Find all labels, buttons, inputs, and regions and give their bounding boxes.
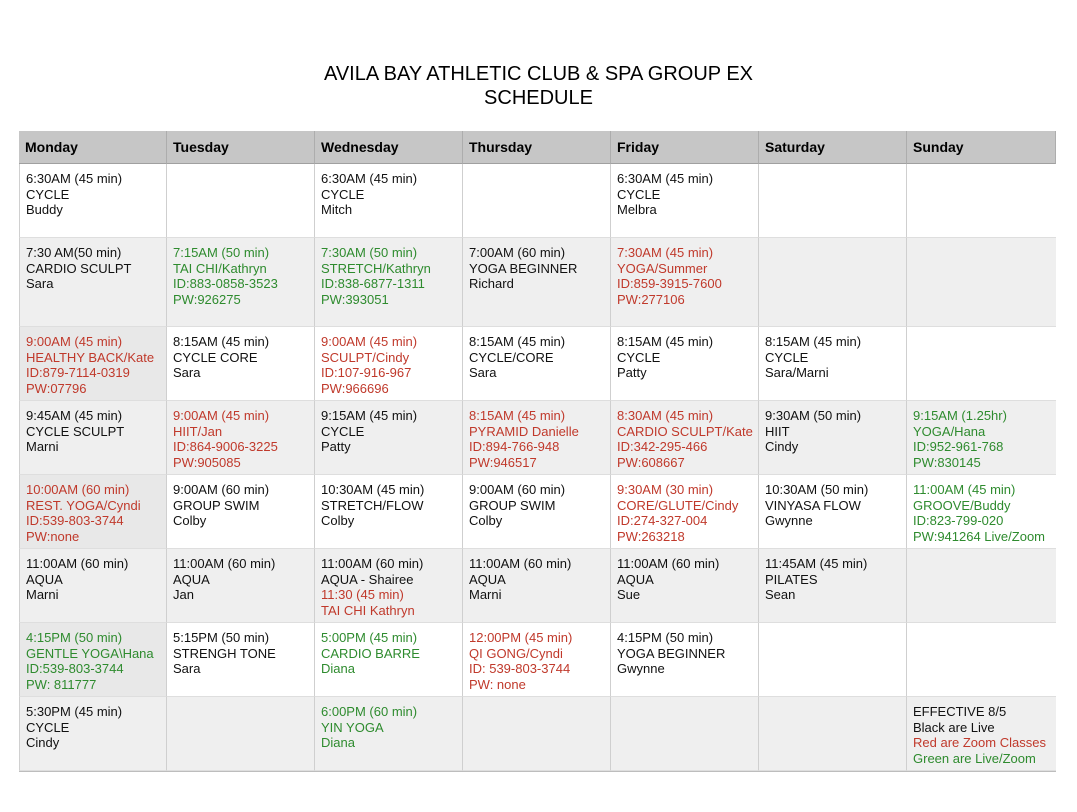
class-line: YOGA/Summer <box>617 260 708 276</box>
class-line: Sean <box>765 587 796 603</box>
schedule-cell-thursday-row-8 <box>463 697 611 771</box>
class-line: ID:838-6877-1311 <box>321 276 425 292</box>
class-line: 7:00AM (60 min) <box>469 245 566 260</box>
class-line: PW: none <box>469 677 526 693</box>
class-line: GENTLE YOGA\Hana <box>26 645 154 661</box>
class-line: YOGA/Hana <box>913 423 986 439</box>
class-line: 8:15AM (45 min) <box>765 334 862 349</box>
class-line: Jan <box>173 587 194 603</box>
class-line: 5:30PM (45 min) <box>26 704 123 719</box>
class-line: CYCLE SCULPT <box>26 423 125 439</box>
schedule-cell-saturday-row-5 <box>759 475 907 549</box>
schedule-cell-saturday-row-7 <box>759 623 907 697</box>
day-header-wednesday: Wednesday <box>315 131 463 164</box>
class-line: 9:00AM (60 min) <box>469 482 566 497</box>
schedule-cell-saturday-row-1 <box>759 164 907 238</box>
schedule-cell-saturday-row-8 <box>759 697 907 771</box>
class-line: Colby <box>173 513 207 529</box>
class-line: Green are Live/Zoom <box>913 751 1036 767</box>
class-line: CYCLE <box>26 186 70 202</box>
schedule-cell-thursday-row-6 <box>463 549 611 623</box>
day-header-friday: Friday <box>611 131 759 164</box>
schedule-cell-sunday-row-4 <box>907 401 1056 475</box>
class-line: QI GONG/Cyndi <box>469 645 563 661</box>
class-line: Patty <box>617 365 647 381</box>
class-line: PW:263218 <box>617 529 685 545</box>
class-line: PW:946517 <box>469 455 537 471</box>
class-line: STRETCH/FLOW <box>321 497 424 513</box>
schedule-cell-thursday-row-1 <box>463 164 611 238</box>
class-line: REST. YOGA/Cyndi <box>26 497 141 513</box>
class-line: 10:30AM (50 min) <box>765 482 869 497</box>
class-line: YOGA BEGINNER <box>617 645 726 661</box>
schedule-cell-tuesday-row-4 <box>167 401 315 475</box>
class-line: Cindy <box>26 735 60 751</box>
class-line: 9:15AM (1.25hr) <box>913 408 1007 423</box>
schedule-table <box>19 131 1056 772</box>
class-line: 7:15AM (50 min) <box>173 245 270 260</box>
class-line: ID:859-3915-7600 <box>617 276 722 292</box>
class-line: PYRAMID Danielle <box>469 423 579 439</box>
class-line: YIN YOGA <box>321 719 384 735</box>
class-line: CYCLE <box>321 423 365 439</box>
class-line: 4:15PM (50 min) <box>617 630 714 645</box>
schedule-cell-monday-row-6 <box>19 549 167 623</box>
schedule-cell-monday-row-5 <box>19 475 167 549</box>
class-line: 8:15AM (45 min) <box>617 334 714 349</box>
class-line: 9:00AM (45 min) <box>173 408 270 423</box>
class-line: 11:00AM (60 min) <box>617 556 720 571</box>
schedule-cell-thursday-row-3 <box>463 327 611 401</box>
schedule-cell-thursday-row-7 <box>463 623 611 697</box>
class-line: 7:30AM (45 min) <box>617 245 714 260</box>
class-line: GROUP SWIM <box>469 497 556 513</box>
page-title <box>0 62 1077 110</box>
class-line: ID:894-766-948 <box>469 439 560 455</box>
class-line: AQUA - Shairee <box>321 571 414 587</box>
class-line: Sara <box>173 661 201 677</box>
class-line: ID:539-803-3744 <box>26 661 124 677</box>
class-line: SCULPT/Cindy <box>321 349 410 365</box>
schedule-cell-wednesday-row-8 <box>315 697 463 771</box>
schedule-cell-wednesday-row-7 <box>315 623 463 697</box>
title-line-1: AVILA BAY ATHLETIC CLUB & SPA GROUP EX <box>323 63 754 85</box>
class-line: ID:879-7114-0319 <box>26 365 130 381</box>
class-line: CYCLE <box>617 186 661 202</box>
class-line: AQUA <box>617 571 654 587</box>
class-line: 11:30 (45 min) <box>321 587 404 603</box>
class-line: PW:608667 <box>617 455 685 471</box>
class-line: Diana <box>321 661 355 677</box>
class-line: 7:30AM (50 min) <box>321 245 418 260</box>
class-line: VINYASA FLOW <box>765 497 861 513</box>
schedule-cell-sunday-row-2 <box>907 238 1056 327</box>
class-line: 9:00AM (45 min) <box>321 334 418 349</box>
schedule-cell-thursday-row-2 <box>463 238 611 327</box>
class-line: 8:30AM (45 min) <box>617 408 714 423</box>
class-line: PW:277106 <box>617 292 685 308</box>
class-line: 11:45AM (45 min) <box>765 556 868 571</box>
class-line: CYCLE <box>26 719 70 735</box>
class-line: 10:00AM (60 min) <box>26 482 130 497</box>
class-line: YOGA BEGINNER <box>469 260 578 276</box>
schedule-cell-friday-row-2 <box>611 238 759 327</box>
schedule-cell-friday-row-8 <box>611 697 759 771</box>
schedule-cell-wednesday-row-3 <box>315 327 463 401</box>
class-line: Colby <box>469 513 503 529</box>
class-line: PW:07796 <box>26 381 87 397</box>
class-line: Black are Live <box>913 719 995 735</box>
schedule-cell-monday-row-1 <box>19 164 167 238</box>
schedule-cell-sunday-row-1 <box>907 164 1056 238</box>
class-line: Buddy <box>26 202 63 218</box>
class-line: CYCLE <box>617 349 661 365</box>
class-line: 5:00PM (45 min) <box>321 630 418 645</box>
class-line: Sara/Marni <box>765 365 829 381</box>
class-line: AQUA <box>469 571 506 587</box>
schedule-cell-monday-row-2 <box>19 238 167 327</box>
class-line: 11:00AM (60 min) <box>173 556 276 571</box>
class-line: Sara <box>26 276 54 292</box>
class-line: GROUP SWIM <box>173 497 260 513</box>
class-line: ID: 539-803-3744 <box>469 661 571 677</box>
schedule-cell-monday-row-3 <box>19 327 167 401</box>
class-line: ID:539-803-3744 <box>26 513 124 529</box>
class-line: AQUA <box>173 571 210 587</box>
class-line: 6:30AM (45 min) <box>321 171 418 186</box>
class-line: CORE/GLUTE/Cindy <box>617 497 739 513</box>
class-line: 9:45AM (45 min) <box>26 408 123 423</box>
schedule-cell-friday-row-7 <box>611 623 759 697</box>
schedule-cell-tuesday-row-8 <box>167 697 315 771</box>
class-line: 11:00AM (60 min) <box>26 556 129 571</box>
class-line: 9:15AM (45 min) <box>321 408 418 423</box>
class-line: 9:00AM (60 min) <box>173 482 270 497</box>
class-line: PW:393051 <box>321 292 389 308</box>
class-line: PW: 811777 <box>26 677 97 693</box>
schedule-cell-friday-row-6 <box>611 549 759 623</box>
schedule-cell-monday-row-4 <box>19 401 167 475</box>
class-line: ID:342-295-466 <box>617 439 708 455</box>
class-line: Gwynne <box>617 661 665 677</box>
schedule-cell-sunday-row-8 <box>907 697 1056 771</box>
schedule-cell-friday-row-5 <box>611 475 759 549</box>
class-line: PW:905085 <box>173 455 241 471</box>
class-line: Colby <box>321 513 355 529</box>
class-line: 4:15PM (50 min) <box>26 630 123 645</box>
class-line: 5:15PM (50 min) <box>173 630 270 645</box>
schedule-cell-monday-row-8 <box>19 697 167 771</box>
class-line: 6:30AM (45 min) <box>617 171 714 186</box>
class-line: 9:00AM (45 min) <box>26 334 123 349</box>
schedule-cell-sunday-row-6 <box>907 549 1056 623</box>
class-line: ID:107-916-967 <box>321 365 412 381</box>
schedule-cell-saturday-row-4 <box>759 401 907 475</box>
schedule-cell-sunday-row-7 <box>907 623 1056 697</box>
class-line: EFFECTIVE 8/5 <box>913 704 1007 719</box>
class-line: PW:966696 <box>321 381 389 397</box>
class-line: 6:00PM (60 min) <box>321 704 418 719</box>
schedule-cell-friday-row-4 <box>611 401 759 475</box>
class-line: CARDIO SCULPT <box>26 260 132 276</box>
class-line: Red are Zoom Classes <box>913 735 1046 751</box>
class-line: Sara <box>173 365 201 381</box>
schedule-cell-tuesday-row-1 <box>167 164 315 238</box>
class-line: 10:30AM (45 min) <box>321 482 425 497</box>
class-line: AQUA <box>26 571 63 587</box>
class-line: GROOVE/Buddy <box>913 497 1011 513</box>
day-header-sunday: Sunday <box>907 131 1056 164</box>
class-line: CYCLE/CORE <box>469 349 554 365</box>
class-line: 11:00AM (60 min) <box>469 556 572 571</box>
schedule-cell-saturday-row-6 <box>759 549 907 623</box>
day-header-thursday: Thursday <box>463 131 611 164</box>
class-line: 9:30AM (30 min) <box>617 482 714 497</box>
class-line: Richard <box>469 276 514 292</box>
class-line: Marni <box>469 587 502 603</box>
class-line: Melbra <box>617 202 657 218</box>
class-line: Marni <box>26 587 59 603</box>
schedule-cell-friday-row-1 <box>611 164 759 238</box>
schedule-cell-wednesday-row-6 <box>315 549 463 623</box>
class-line: 8:15AM (45 min) <box>173 334 270 349</box>
schedule-cell-thursday-row-5 <box>463 475 611 549</box>
class-line: CYCLE CORE <box>173 349 258 365</box>
class-line: 11:00AM (60 min) <box>321 556 424 571</box>
schedule-cell-tuesday-row-3 <box>167 327 315 401</box>
class-line: PW:941264 Live/Zoom <box>913 529 1045 545</box>
class-line: 6:30AM (45 min) <box>26 171 123 186</box>
schedule-cell-tuesday-row-5 <box>167 475 315 549</box>
day-header-saturday: Saturday <box>759 131 907 164</box>
class-line: CARDIO SCULPT/Kate <box>617 423 753 439</box>
class-line: Patty <box>321 439 351 455</box>
class-line: 11:00AM (45 min) <box>913 482 1016 497</box>
schedule-cell-wednesday-row-4 <box>315 401 463 475</box>
class-line: Mitch <box>321 202 353 218</box>
class-line: TAI CHI/Kathryn <box>173 260 267 276</box>
class-line: ID:883-0858-3523 <box>173 276 278 292</box>
schedule-cell-monday-row-7 <box>19 623 167 697</box>
class-line: CYCLE <box>321 186 365 202</box>
class-line: 8:15AM (45 min) <box>469 408 566 423</box>
schedule-cell-tuesday-row-7 <box>167 623 315 697</box>
schedule-cell-friday-row-3 <box>611 327 759 401</box>
class-line: Sara <box>469 365 497 381</box>
schedule-cell-sunday-row-3 <box>907 327 1056 401</box>
schedule-cell-wednesday-row-2 <box>315 238 463 327</box>
class-line: CYCLE <box>765 349 809 365</box>
schedule-cell-sunday-row-5 <box>907 475 1056 549</box>
class-line: ID:864-9006-3225 <box>173 439 278 455</box>
title-line-2: SCHEDULE <box>484 87 593 109</box>
class-line: 7:30 AM(50 min) <box>26 245 122 260</box>
schedule-cell-tuesday-row-2 <box>167 238 315 327</box>
schedule-cell-wednesday-row-1 <box>315 164 463 238</box>
class-line: STRENGH TONE <box>173 645 276 661</box>
class-line: ID:952-961-768 <box>913 439 1004 455</box>
class-line: PW:926275 <box>173 292 241 308</box>
class-line: HIIT/Jan <box>173 423 223 439</box>
class-line: CARDIO BARRE <box>321 645 420 661</box>
schedule-cell-thursday-row-4 <box>463 401 611 475</box>
class-line: ID:274-327-004 <box>617 513 708 529</box>
day-header-tuesday: Tuesday <box>167 131 315 164</box>
class-line: Gwynne <box>765 513 813 529</box>
class-line: Marni <box>26 439 59 455</box>
class-line: PW:830145 <box>913 455 981 471</box>
schedule-cell-saturday-row-2 <box>759 238 907 327</box>
class-line: PILATES <box>765 571 818 587</box>
class-line: TAI CHI Kathryn <box>321 603 415 619</box>
class-line: PW:none <box>26 529 80 545</box>
class-line: HIIT <box>765 423 790 439</box>
class-line: 12:00PM (45 min) <box>469 630 573 645</box>
day-header-monday: Monday <box>19 131 167 164</box>
class-line: ID:823-799-020 <box>913 513 1004 529</box>
schedule-cell-saturday-row-3 <box>759 327 907 401</box>
class-line: 9:30AM (50 min) <box>765 408 862 423</box>
class-line: Diana <box>321 735 355 751</box>
class-line: STRETCH/Kathryn <box>321 260 431 276</box>
class-line: Cindy <box>765 439 799 455</box>
schedule-cell-tuesday-row-6 <box>167 549 315 623</box>
class-line: 8:15AM (45 min) <box>469 334 566 349</box>
schedule-cell-wednesday-row-5 <box>315 475 463 549</box>
class-line: HEALTHY BACK/Kate <box>26 349 155 365</box>
class-line: Sue <box>617 587 641 603</box>
